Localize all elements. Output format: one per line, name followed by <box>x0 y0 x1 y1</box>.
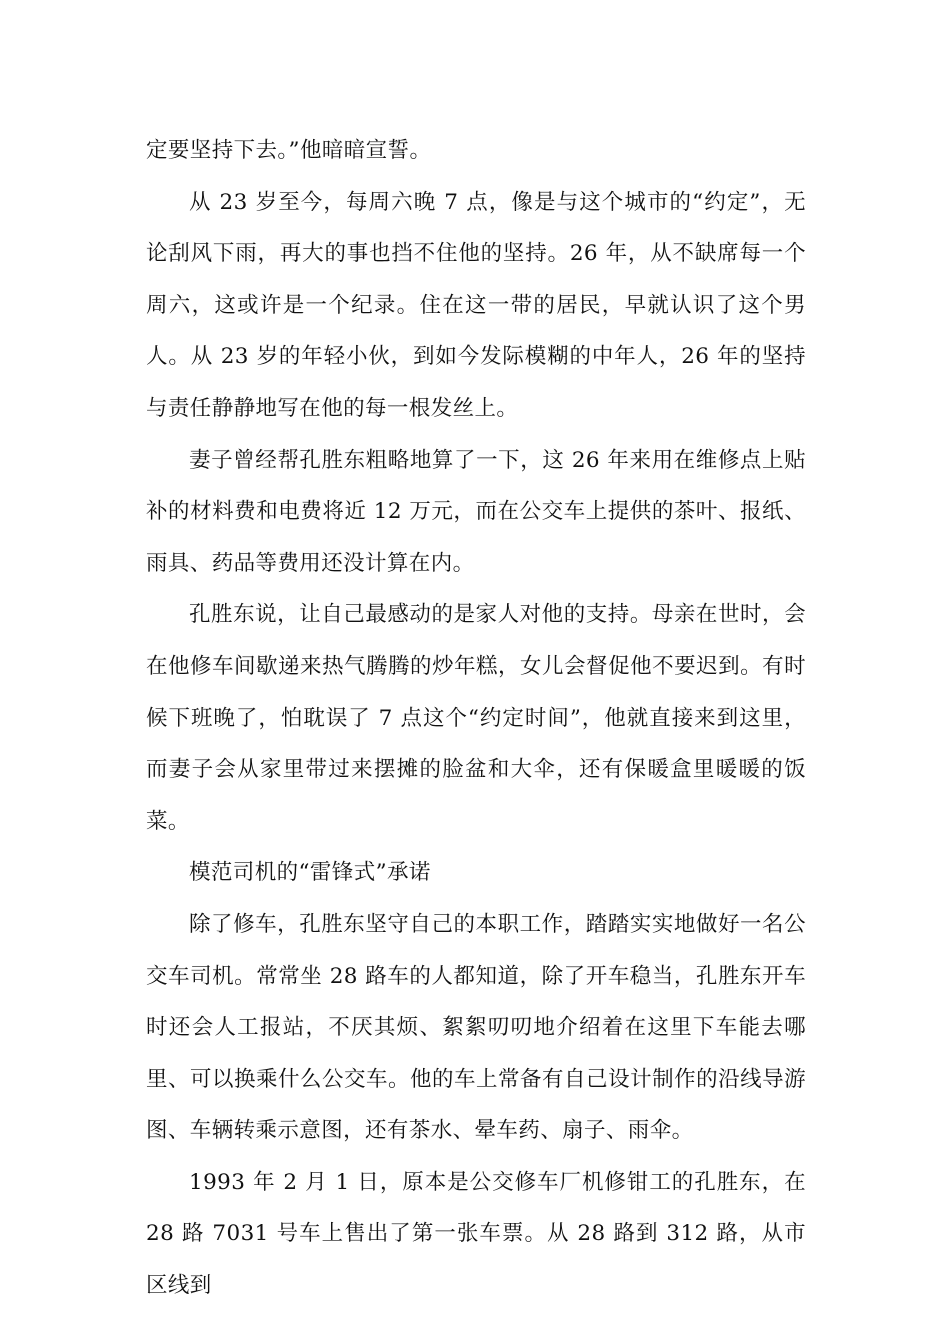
paragraph-continued: 定要坚持下去。”他暗暗宣誓。 <box>146 138 432 163</box>
document-body <box>146 125 806 1312</box>
paragraph: 孔胜东说，让自己最感动的是家人对他的支持。母亲在世时，会在他修车间歇递来热气腾腾的炒年糕，女儿会督促他不要迟到。有时候下班晚了，怕耽误了 7 点这个“约定时间”，他就直接来到这里，而妻子会从家里带过来摆摊的脸盆和大伞，还有保暖盒里暖暖的饭菜。 <box>146 602 806 834</box>
paragraph: 从 23 岁至今，每周六晚 7 点，像是与这个城市的“约定”，无论刮风下雨，再大的事也挡不住他的坚持。26 年，从不缺席每一个周六，这或许是一个纪录。住在这一带的居民，早就认识了这个男人。从 23 岁的年轻小伙，到如今发际模糊的中年人，26 年的坚持与责任静静地写在他的每一根发丝上。 <box>146 189 806 421</box>
section-heading: 模范司机的“雷锋式”承诺 <box>189 860 431 886</box>
paragraph: 妻子曾经帮孔胜东粗略地算了一下，这 26 年来用在维修点上贴补的材料费和电费将近 12 万元，而在公交车上提供的茶叶、报纸、雨具、药品等费用还没计算在内。 <box>146 447 806 576</box>
paragraph: 除了修车，孔胜东坚守自己的本职工作，踏踏实实地做好一名公交车司机。常常坐 28 路车的人都知道，除了开车稳当，孔胜东开车时还会人工报站，不厌其烦、絮絮叨叨地介绍着在这里下车能去哪里、可以换乘什么公交车。他的车上常备有自己设计制作的沿线导游图、车辆转乘示意图，还有茶水、晕车药、扇子、雨伞。 <box>146 911 806 1144</box>
paragraph: 1993 年 2 月 1 日，原本是公交修车厂机修钳工的孔胜东，在 28 路 7031 号车上售出了第一张车票。从 28 路到 312 路，从市区线到 <box>146 1169 806 1299</box>
